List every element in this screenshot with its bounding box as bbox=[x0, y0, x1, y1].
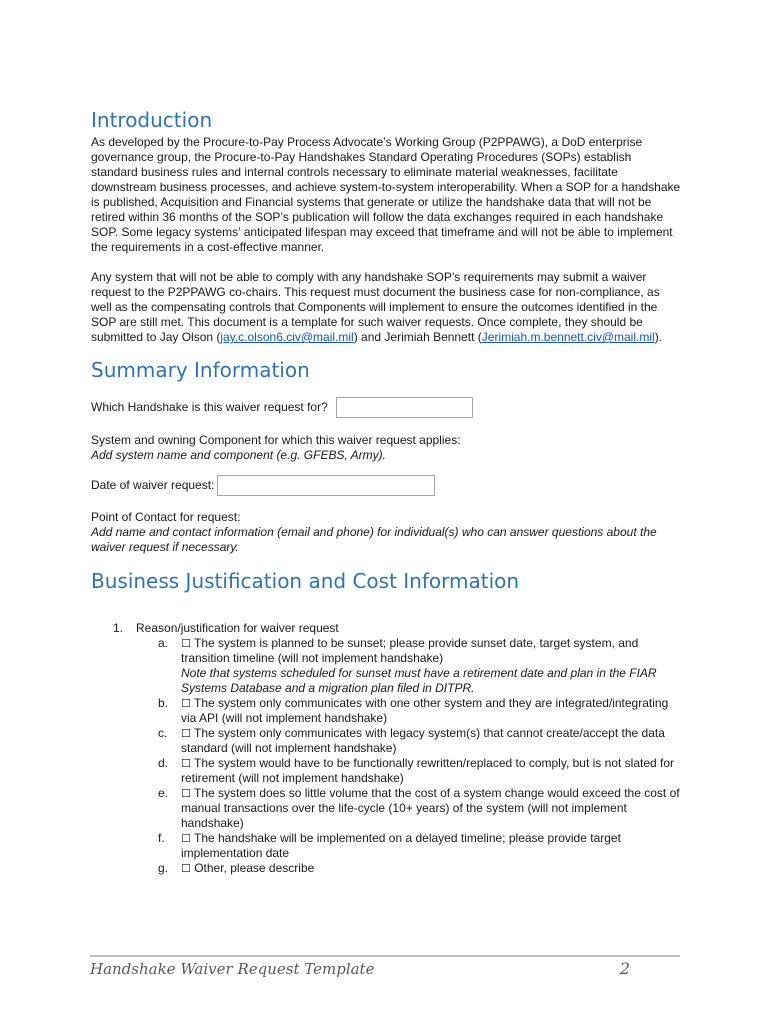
option-text: The system does so little volume that the cost of a system change would exceed the cost of manual transactions over the life-cycle (10+ years) of the system (will not implement handshake) bbox=[181, 786, 680, 830]
reason-option bbox=[136, 726, 681, 756]
system-question-label: System and owning Component for which this waiver request applies: bbox=[91, 433, 461, 447]
option-text: The system only communicates with one other system and they are integrated/integrating via API (will not implement handshake) bbox=[181, 696, 669, 725]
checkbox[interactable]: ☐ bbox=[181, 727, 191, 740]
business-heading: Business Justification and Cost Information bbox=[91, 569, 520, 593]
checkbox[interactable]: ☐ bbox=[181, 862, 191, 875]
page-number: 2 bbox=[619, 959, 630, 978]
option-letter: d. bbox=[158, 756, 169, 770]
option-text: The system would have to be functionally rewritten/replaced to comply, but is not slated for retirement (will not implement handshake) bbox=[181, 756, 675, 785]
option-letter: a. bbox=[158, 636, 169, 650]
reason-option bbox=[136, 861, 681, 876]
handshake-question bbox=[91, 397, 681, 418]
reason-option bbox=[136, 756, 681, 786]
introduction-paragraph-2 bbox=[91, 270, 681, 345]
justification-list bbox=[91, 621, 681, 876]
option-text: The system is planned to be sunset; please provide sunset date, target system, and transition timeline (will not implement handshake) bbox=[181, 636, 639, 665]
contact-question-label: Point of Contact for request: bbox=[91, 510, 241, 524]
system-question bbox=[91, 433, 681, 463]
checkbox[interactable]: ☐ bbox=[181, 757, 191, 770]
handshake-input[interactable] bbox=[336, 397, 473, 418]
system-question-hint[interactable]: Add system name and component (e.g. GFEBS, Army). bbox=[91, 448, 387, 462]
checkbox[interactable]: ☐ bbox=[181, 787, 191, 800]
option-text: The system only communicates with legacy system(s) that cannot create/accept the data standard (will not implement handshake) bbox=[181, 726, 665, 755]
para2-text-b: ) and Jerimiah Bennett ( bbox=[353, 330, 482, 344]
para2-text-a: Any system that will not be able to comply with any handshake SOP’s requirements may submit a waiver request to the P2PPAWG co-chairs. This request must document the business case for non-compliance, as well as the compensating controls that Components will implement to ensure the outcomes identified in the SOP are still met. This document is a template for such waiver requests. Once complete, they should be submitted to Jay Olson ( bbox=[91, 270, 660, 344]
checkbox[interactable]: ☐ bbox=[181, 697, 191, 710]
contact-question-hint[interactable]: Add name and contact information (email and phone) for individual(s) who can answer questions about the waiver request if necessary. bbox=[91, 525, 657, 554]
list-item bbox=[91, 621, 681, 876]
option-letter: e. bbox=[158, 786, 169, 800]
reason-options-list bbox=[136, 636, 681, 876]
option-text: The handshake will be implemented on a delayed timeline; please provide target implementation date bbox=[181, 831, 621, 860]
checkbox[interactable]: ☐ bbox=[181, 637, 191, 650]
page-footer bbox=[90, 955, 680, 985]
date-question bbox=[91, 475, 681, 496]
date-question-label: Date of waiver request: bbox=[91, 478, 215, 492]
reason-option bbox=[136, 636, 681, 696]
footer-title: Handshake Waiver Request Template bbox=[90, 960, 375, 978]
option-text: Other, please describe bbox=[194, 861, 315, 875]
checkbox[interactable]: ☐ bbox=[181, 832, 191, 845]
contact-question bbox=[91, 510, 681, 555]
option-letter: b. bbox=[158, 696, 169, 710]
para2-text-c: ). bbox=[654, 330, 663, 344]
date-input[interactable] bbox=[217, 475, 435, 496]
handshake-question-label: Which Handshake is this waiver request for? bbox=[91, 400, 328, 414]
document-page bbox=[91, 108, 681, 876]
introduction-heading: Introduction bbox=[91, 108, 213, 132]
option-letter: g. bbox=[158, 861, 169, 875]
summary-heading: Summary Information bbox=[91, 358, 310, 382]
option-letter: c. bbox=[158, 726, 168, 740]
reason-option bbox=[136, 831, 681, 861]
option-note: Note that systems scheduled for sunset must have a retirement date and plan in the FIAR Systems Database and a migration plan filed in DITPR. bbox=[181, 666, 657, 695]
list-item-label: Reason/justification for waiver request bbox=[136, 621, 339, 635]
email-link-jay-olson[interactable]: jay.c.olson6.civ@mail.mil bbox=[220, 330, 354, 344]
reason-option bbox=[136, 786, 681, 831]
list-item-number: 1. bbox=[113, 621, 124, 635]
reason-option bbox=[136, 696, 681, 726]
introduction-paragraph-1: As developed by the Procure-to-Pay Process Advocate’s Working Group (P2PPAWG), a DoD enterprise governance group, the Procure-to-Pay Handshakes Standard Operating Procedures (SOPs) establish standard business rules and internal controls necessary to eliminate material weaknesses, facilitate downstream business processes, and achieve system-to-system interoperability. When a SOP for a handshake is published, Acquisition and Financial systems that generate or utilize the handshake data that will not be retired within 36 months of the SOP’s publication will follow the data exchanges required in each handshake SOP. Some legacy systems’ anticipated lifespan may exceed that timeframe and will not be able to implement the requirements in a cost-effective manner. bbox=[91, 135, 681, 254]
email-link-jerimiah-bennett[interactable]: Jerimiah.m.bennett.civ@mail.mil bbox=[481, 330, 655, 344]
option-letter: f. bbox=[158, 831, 165, 845]
